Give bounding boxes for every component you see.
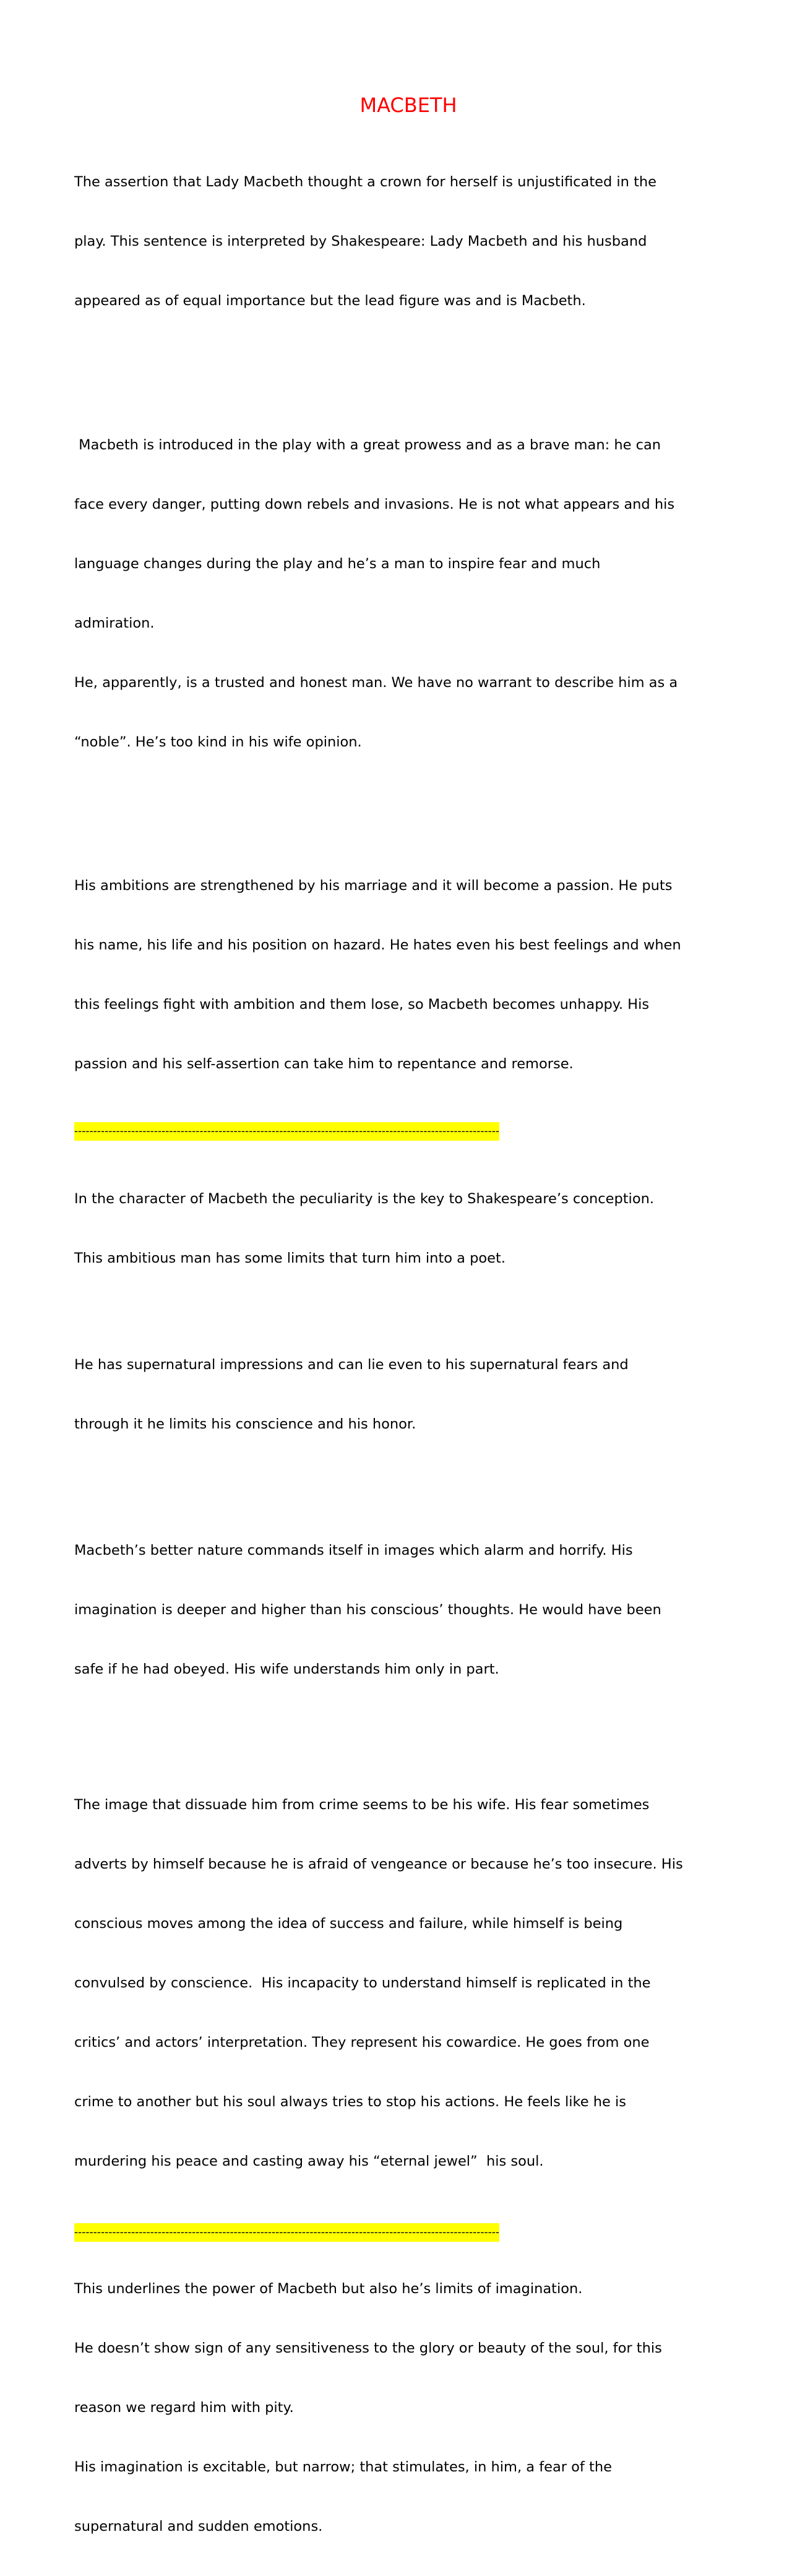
paragraph-line: crime to another but his soul always tries to stop his actions. He feels like he is xyxy=(74,2094,626,2110)
paragraph-line: His imagination is excitable, but narrow; that stimulates, in him, a fear of the xyxy=(74,2459,612,2475)
paragraph-line: through it he limits his conscience and his honor. xyxy=(74,1416,416,1432)
paragraph-line: his name, his life and his position on hazard. He hates even his best feelings and when xyxy=(74,937,681,953)
paragraph-line: In the character of Macbeth the peculiarity is the key to Shakespeare’s conception. xyxy=(74,1191,654,1207)
paragraph-line: murdering his peace and casting away his “eternal jewel” his soul. xyxy=(74,2153,544,2169)
paragraph-line: play. This sentence is interpreted by Shakespeare: Lady Macbeth and his husband xyxy=(74,233,647,249)
paragraph-line: The assertion that Lady Macbeth thought a crown for herself is unjustificated in the xyxy=(74,174,657,190)
paragraph-line: safe if he had obeyed. His wife understands him only in part. xyxy=(74,1661,499,1677)
paragraph-line: He doesn’t show sign of any sensitiveness to the glory or beauty of the soul, for this xyxy=(74,2340,662,2356)
paragraph-line: He has supernatural impressions and can lie even to his supernatural fears and xyxy=(74,1357,629,1373)
paragraph-line: critics’ and actors’ interpretation. They represent his cowardice. He goes from one xyxy=(74,2034,650,2051)
paragraph-line: admiration. xyxy=(74,615,155,631)
paragraph-line: This underlines the power of Macbeth but also he’s limits of imagination. xyxy=(74,2281,583,2297)
paragraph-line: supernatural and sudden emotions. xyxy=(74,2518,323,2535)
document-page xyxy=(74,93,730,2576)
separator-highlight: ---------------------------------------------------------------------------------------------------------------- xyxy=(74,2223,499,2242)
paragraph-line: This ambitious man has some limits that turn him into a poet. xyxy=(74,1250,506,1266)
paragraph-line: this feelings fight with ambition and them lose, so Macbeth becomes unhappy. His xyxy=(74,996,650,1013)
paragraph-8 xyxy=(74,2239,730,2576)
paragraph-line: The image that dissuade him from crime seems to be his wife. His fear sometimes xyxy=(74,1797,650,1813)
paragraph-1 xyxy=(74,132,730,350)
document-title: MACBETH xyxy=(359,93,457,117)
paragraph-line: Macbeth is introduced in the play with a great prowess and as a brave man: he can xyxy=(74,437,661,453)
paragraph-5 xyxy=(74,1315,730,1474)
paragraph-line: convulsed by conscience. His incapacity to understand himself is replicated in the xyxy=(74,1975,651,1991)
paragraph-line: language changes during the play and he’s a man to inspire fear and much xyxy=(74,556,601,572)
paragraph-line: passion and his self-assertion can take him to repentance and remorse. xyxy=(74,1056,574,1072)
paragraph-line: reason we regard him with pity. xyxy=(74,2400,294,2416)
paragraph-line: “noble”. He’s too kind in his wife opinion. xyxy=(74,734,362,750)
paragraph-4 xyxy=(74,1149,730,1308)
paragraph-2 xyxy=(74,395,730,792)
paragraph-6 xyxy=(74,1501,730,1719)
paragraph-line: His ambitions are strengthened by his marriage and it will become a passion. He puts xyxy=(74,878,673,894)
paragraph-line: adverts by himself because he is afraid of vengeance or because he’s too insecure. His xyxy=(74,1856,683,1872)
paragraph-line: conscious moves among the idea of success and failure, while himself is being xyxy=(74,1916,623,1932)
paragraph-line: face every danger, putting down rebels and invasions. He is not what appears and his xyxy=(74,496,675,512)
paragraph-7 xyxy=(74,1755,730,2211)
paragraph-line: He, apparently, is a trusted and honest man. We have no warrant to describe him as a xyxy=(74,675,678,691)
paragraph-line: appeared as of equal importance but the lead figure was and is Macbeth. xyxy=(74,293,586,309)
separator-1-row xyxy=(74,1122,730,1141)
paragraph-line: imagination is deeper and higher than his conscious’ thoughts. He would have been xyxy=(74,1602,661,1618)
separator-highlight: ---------------------------------------------------------------------------------------------------------------- xyxy=(74,1122,499,1141)
paragraph-3 xyxy=(74,836,730,1113)
paragraph-line: Macbeth’s better nature commands itself in images which alarm and horrify. His xyxy=(74,1542,633,1558)
